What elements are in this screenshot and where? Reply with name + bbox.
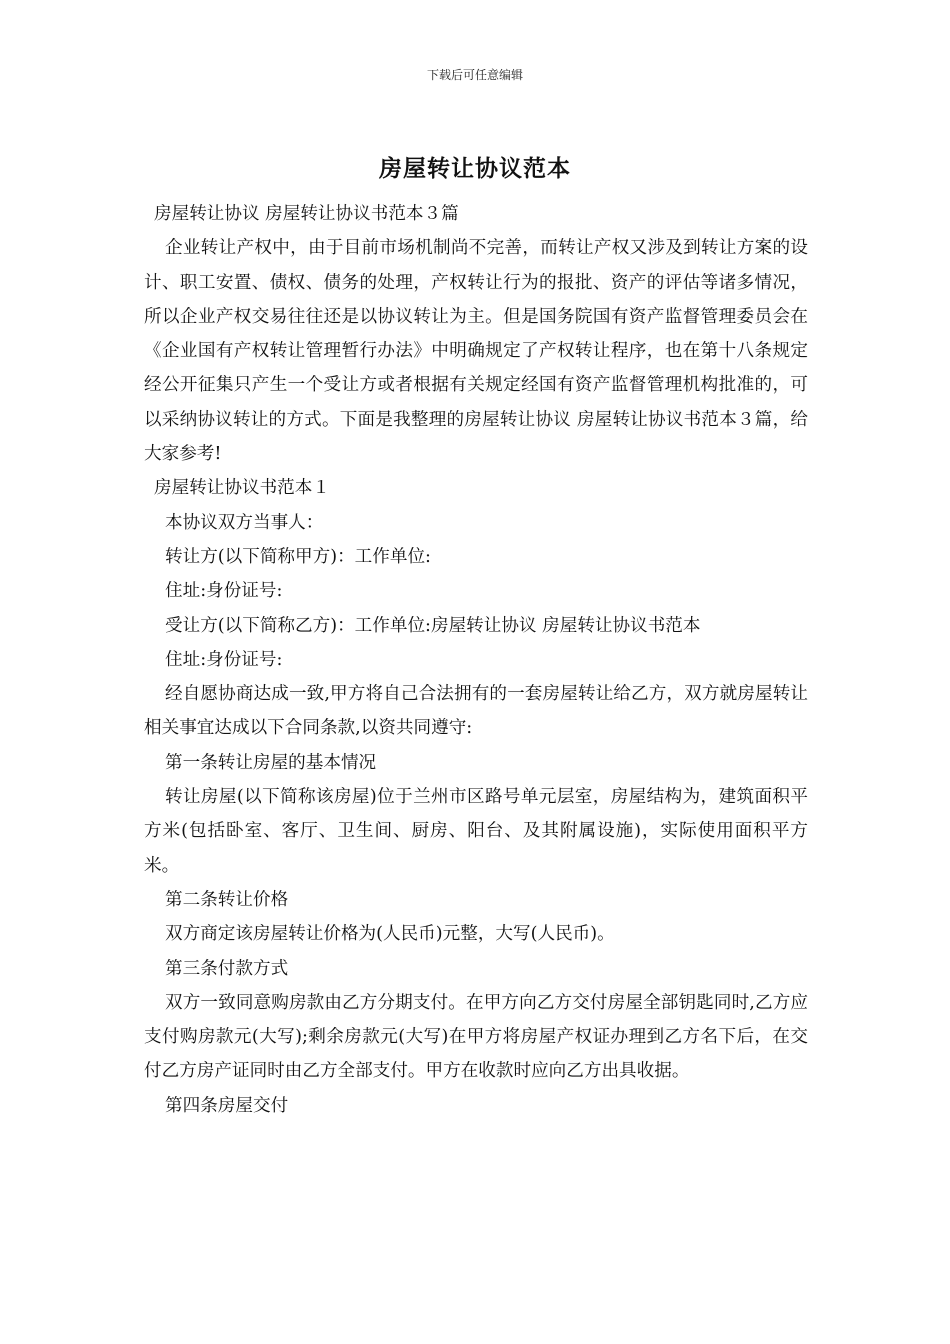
paragraph: 经自愿协商达成一致,甲方将自己合法拥有的一套房屋转让给乙方，双方就房屋转让相关事宜达成以下合同条款,以资共同遵守: [144, 684, 808, 739]
header-note: 下载后可任意编辑 [426, 68, 523, 82]
paragraph: 房屋转让协议书范本１ [154, 478, 330, 499]
paragraph: 第一条转让房屋的基本情况 [165, 752, 377, 773]
paragraph: 住址:身份证号: [165, 649, 283, 670]
paragraph: 住址:身份证号: [165, 581, 283, 602]
paragraph: 双方一致同意购房款由乙方分期支付。在甲方向乙方交付房屋全部钥匙同时,乙方应支付购房款元(大写);剩余房款元(大写)在甲方将房屋产权证办理到乙方名下后，在交付乙方房产证同时由乙方全部支付。甲方在收款时应向乙方出具收据。 [144, 992, 808, 1082]
paragraph: 本协议双方当事人： [165, 512, 324, 533]
paragraph: 企业转让产权中，由于目前市场机制尚不完善，而转让产权又涉及到转让方案的设计、职工安置、债权、债务的处理，产权转让行为的报批、资产的评估等诸多情况，所以企业产权交易往往还是以协议转让为主。但是国务院国有资产监督管理委员会在《企业国有产权转让管理暂行办法》中明确规定了产权转让程序，也在第十八条规定 经公开征集只产生一个受让方或者根据有关规定经国有资产监督管理机构批准的，可以采纳协议转让的方式。下面是我整理的房屋转让协议 房屋转让协议书范本３篇，给大家参考! [144, 238, 808, 465]
paragraph: 转让方(以下简称甲方)：工作单位: [165, 546, 431, 567]
document-title: 房屋转让协议范本 [379, 155, 571, 182]
paragraph: 第四条房屋交付 [165, 1095, 289, 1116]
paragraph: 转让房屋(以下简称该房屋)位于兰州市区路号单元层室，房屋结构为，建筑面积平方米(包括卧室、客厅、卫生间、厨房、阳台、及其附属设施)，实际使用面积平方米。 [144, 787, 808, 876]
paragraph: 第三条付款方式 [165, 958, 289, 979]
paragraph: 受让方(以下简称乙方)：工作单位:房屋转让协议 房屋转让协议书范本 [165, 615, 701, 636]
document-body [144, 197, 808, 1123]
paragraph: 房屋转让协议 房屋转让协议书范本３篇 [154, 204, 459, 224]
paragraph: 第二条转让价格 [165, 889, 289, 910]
paragraph: 双方商定该房屋转让价格为(人民币)元整，大写(人民币)。 [165, 924, 615, 945]
